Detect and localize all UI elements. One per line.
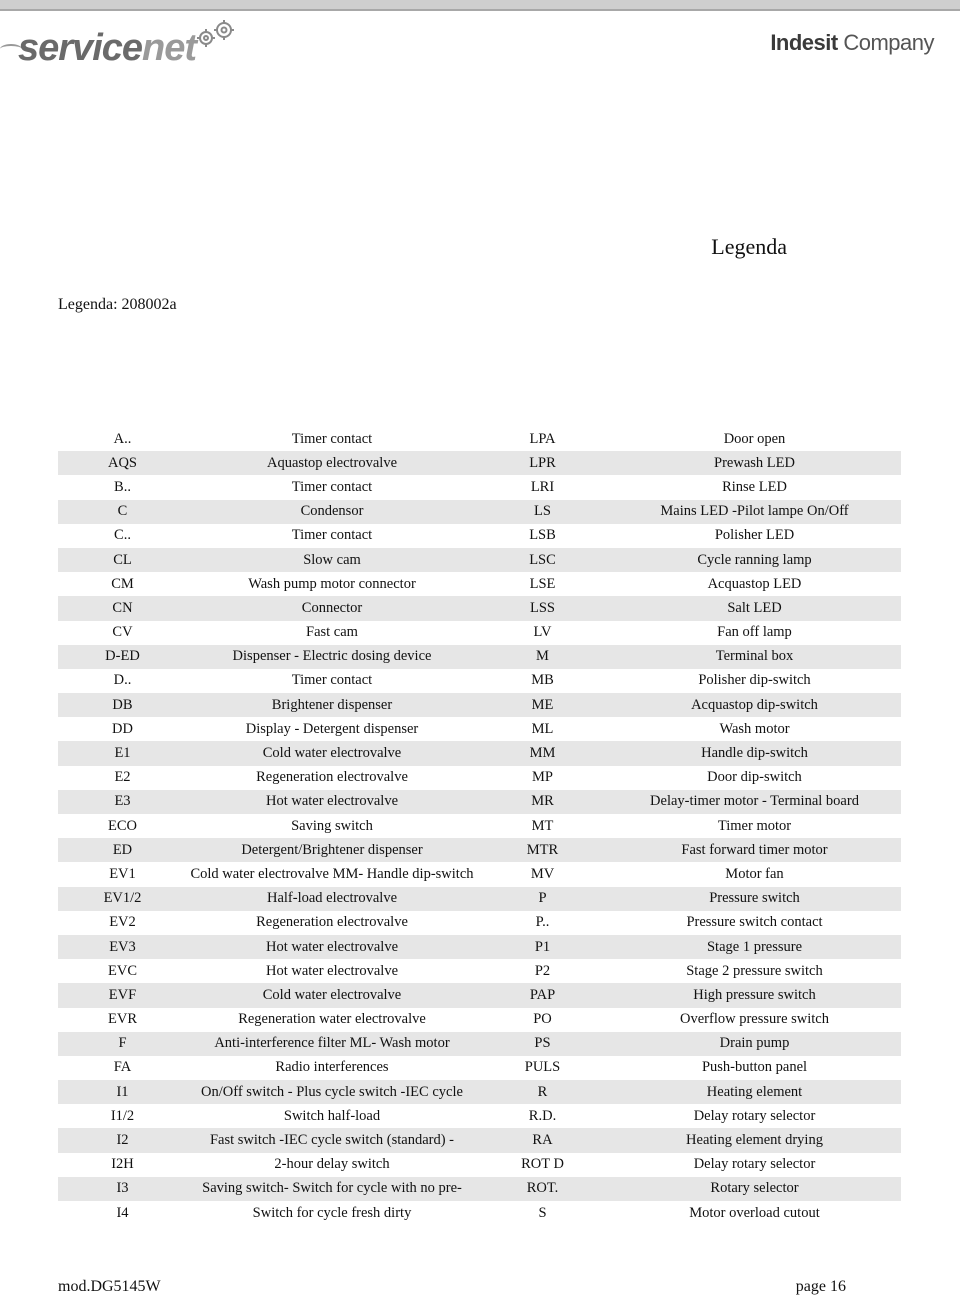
legend-description-right: Delay rotary selector	[693, 1107, 816, 1124]
legend-description-left: Slow cam	[187, 548, 477, 572]
legend-description-right: Door open	[723, 430, 786, 447]
legend-code-left: I2	[58, 1128, 187, 1152]
legend-code-right: P..	[535, 914, 550, 931]
legend-code-right: PULS	[524, 1059, 561, 1076]
legend-code-left: ECO	[108, 817, 137, 834]
table-row	[58, 1177, 901, 1201]
footer-page-number: page 16	[795, 1278, 846, 1295]
legend-description-right: Terminal box	[608, 645, 901, 669]
legend-code-left: DB	[58, 693, 187, 717]
legend-description-left: Wash pump motor connector	[248, 575, 416, 592]
table-row	[58, 1153, 901, 1177]
legend-description-left: Fast cam	[306, 624, 358, 641]
legend-description-left: Brightener dispenser	[187, 693, 477, 717]
legend-description-right: Rinse LED	[722, 478, 787, 495]
legend-description-right: Polisher dip-switch	[698, 672, 811, 689]
legend-description-left: Cold water electrovalve MM- Handle dip-switch	[190, 865, 474, 882]
table-row	[58, 814, 901, 838]
legend-code-right: MTR	[477, 838, 608, 862]
legend-code-right: P1	[477, 935, 608, 959]
legend-code-left: I1/2	[110, 1107, 135, 1124]
table-row	[58, 475, 901, 499]
legend-code-right: ROT.	[477, 1177, 608, 1201]
legend-description-left: Hot water electrovalve	[187, 935, 477, 959]
legend-code-left: I2H	[111, 1156, 134, 1173]
legend-description-left: Timer contact	[291, 527, 373, 544]
legend-code-left: ED	[58, 838, 187, 862]
legend-code-left: CV	[112, 624, 133, 641]
legend-description-right: Pressure switch	[608, 887, 901, 911]
legend-description-right: Mains LED -Pilot lampe On/Off	[608, 500, 901, 524]
logo-word-net: net	[142, 27, 197, 69]
legend-code-right: LPA	[529, 430, 556, 447]
table-row	[58, 1104, 901, 1128]
legend-description-right: Cycle ranning lamp	[608, 548, 901, 572]
legend-description-left: Regeneration electrovalve	[256, 769, 408, 786]
footer-model: mod.DG5145W	[58, 1278, 161, 1295]
legend-table	[58, 427, 901, 1225]
legend-description-right: Pressure switch contact	[686, 914, 823, 931]
table-row	[58, 645, 901, 669]
legend-description-left: Saving switch- Switch for cycle with no pre-	[187, 1177, 477, 1201]
legend-code-left: EVR	[108, 1011, 137, 1028]
legend-description-right: High pressure switch	[608, 983, 901, 1007]
legend-description-left: Radio interferences	[275, 1059, 389, 1076]
table-row	[58, 572, 901, 596]
table-row	[58, 766, 901, 790]
legend-code-right: MR	[477, 790, 608, 814]
legend-description-right: Wash motor	[719, 720, 790, 737]
legend-description-right: Acquastop dip-switch	[608, 693, 901, 717]
table-row	[58, 1080, 901, 1104]
legend-code-left: A..	[113, 430, 132, 447]
legend-description-left: Connector	[187, 596, 477, 620]
legend-description-left: Hot water electrovalve	[265, 962, 399, 979]
legend-code-right: PS	[477, 1032, 608, 1056]
legend-code-left: EV1/2	[58, 887, 187, 911]
legend-code-left: I4	[116, 1204, 129, 1221]
table-row	[58, 717, 901, 741]
legend-code-left: I1	[58, 1080, 187, 1104]
legend-description-right: Door dip-switch	[707, 769, 802, 786]
legend-code-right: MP	[532, 769, 553, 786]
table-row	[58, 500, 901, 524]
table-row	[58, 741, 901, 765]
legend-description-left: On/Off switch - Plus cycle switch -IEC cycle	[187, 1080, 477, 1104]
legend-description-left: Hot water electrovalve	[187, 790, 477, 814]
legend-subtitle: Legenda: 208002a	[58, 296, 177, 313]
legend-description-left: Aquastop electrovalve	[187, 451, 477, 475]
legend-description-left: Half-load electrovalve	[187, 887, 477, 911]
legend-code-left: E3	[58, 790, 187, 814]
legend-description-left: Regeneration water electrovalve	[238, 1011, 426, 1028]
legend-code-left: I3	[58, 1177, 187, 1201]
legend-code-right: M	[477, 645, 608, 669]
table-row	[58, 887, 901, 911]
legend-description-right: Handle dip-switch	[608, 741, 901, 765]
legend-description-right: Polisher LED	[714, 527, 795, 544]
legend-code-right: LS	[477, 500, 608, 524]
table-row	[58, 427, 901, 451]
legend-description-left: Saving switch	[291, 817, 373, 834]
table-row	[58, 1056, 901, 1080]
legend-code-left: D..	[113, 672, 132, 689]
legend-description-right: Heating element drying	[608, 1128, 901, 1152]
legend-code-right: PAP	[477, 983, 608, 1007]
legend-description-left: Timer contact	[291, 672, 373, 689]
legend-code-right: ML	[531, 720, 554, 737]
table-row	[58, 548, 901, 572]
legend-description-left: Detergent/Brightener dispenser	[187, 838, 477, 862]
legend-code-left: CL	[58, 548, 187, 572]
legend-code-left: C	[58, 500, 187, 524]
table-row	[58, 1032, 901, 1056]
legend-code-right: P2	[534, 962, 551, 979]
legend-code-right: LV	[533, 624, 552, 641]
legend-description-left: Timer contact	[291, 430, 373, 447]
legend-description-left: Dispenser - Electric dosing device	[187, 645, 477, 669]
legend-description-right: Delay-timer motor - Terminal board	[608, 790, 901, 814]
table-row	[58, 524, 901, 548]
legend-description-right: Timer motor	[717, 817, 792, 834]
legend-code-left: C..	[114, 527, 131, 544]
legend-description-left: Switch half-load	[283, 1107, 381, 1124]
legend-code-right: ME	[477, 693, 608, 717]
legend-code-right: MM	[477, 741, 608, 765]
legend-description-left: Condensor	[187, 500, 477, 524]
legend-description-right: Salt LED	[608, 596, 901, 620]
legend-description-right: Stage 1 pressure	[608, 935, 901, 959]
legend-code-right: RA	[477, 1128, 608, 1152]
indesit-company-logo	[770, 30, 934, 56]
legend-description-left: Timer contact	[291, 478, 373, 495]
legend-description-left: Cold water electrovalve	[187, 983, 477, 1007]
legend-description-right: Fast forward timer motor	[608, 838, 901, 862]
legend-description-right: Heating element	[608, 1080, 901, 1104]
table-row	[58, 693, 901, 717]
legend-description-left: Cold water electrovalve	[187, 741, 477, 765]
legend-code-right: LRI	[530, 478, 555, 495]
legend-description-right: Delay rotary selector	[693, 1156, 816, 1173]
legend-description-right: Acquastop LED	[707, 575, 802, 592]
legend-description-right: Motor overload cutout	[689, 1204, 820, 1221]
legend-table-body	[58, 427, 901, 1225]
table-row	[58, 790, 901, 814]
legend-code-left: AQS	[58, 451, 187, 475]
table-row	[58, 451, 901, 475]
legend-code-left: CN	[58, 596, 187, 620]
legend-code-left: CM	[111, 575, 134, 592]
legend-code-right: MV	[530, 865, 555, 882]
table-row	[58, 959, 901, 983]
table-row	[58, 911, 901, 935]
legend-code-right: LSS	[477, 596, 608, 620]
legend-description-right: Motor fan	[725, 865, 784, 882]
gears-icon	[194, 18, 238, 52]
legend-code-right: R.D.	[528, 1107, 557, 1124]
legend-code-left: EV2	[109, 914, 136, 931]
legend-description-right: Rotary selector	[608, 1177, 901, 1201]
table-row	[58, 669, 901, 693]
logo-word-service: service	[18, 27, 143, 69]
logo-brand-indesit: Indesit	[770, 30, 838, 55]
logo-wordmark	[18, 26, 196, 70]
logo-brand-company: Company	[837, 30, 934, 55]
table-row	[58, 838, 901, 862]
legend-code-left: EV1	[109, 865, 136, 882]
legend-description-right: Push-button panel	[701, 1059, 808, 1076]
legend-code-right: MB	[531, 672, 554, 689]
top-bar-line	[0, 9, 960, 11]
legend-description-right: Stage 2 pressure switch	[686, 962, 823, 979]
legend-code-left: EVC	[108, 962, 137, 979]
top-bar	[0, 0, 960, 9]
legend-code-right: P	[477, 887, 608, 911]
legend-description-left: Fast switch -IEC cycle switch (standard) -	[187, 1128, 477, 1152]
legend-description-left: Display - Detergent dispenser	[245, 720, 419, 737]
legend-code-left: B..	[114, 478, 131, 495]
legend-code-right: PO	[533, 1011, 552, 1028]
page-title: Legenda	[711, 234, 787, 259]
table-row	[58, 621, 901, 645]
legend-code-left: EVF	[58, 983, 187, 1007]
legend-description-right: Prewash LED	[608, 451, 901, 475]
legend-code-left: EV3	[58, 935, 187, 959]
legend-code-left: E1	[58, 741, 187, 765]
legend-description-left: Anti-interference filter ML- Wash motor	[187, 1032, 477, 1056]
table-row	[58, 862, 901, 886]
legend-code-right: LPR	[477, 451, 608, 475]
table-row	[58, 983, 901, 1007]
table-row	[58, 1128, 901, 1152]
legend-description-right: Overflow pressure switch	[680, 1011, 829, 1028]
legend-code-left: E2	[114, 769, 131, 786]
servicenet-logo	[0, 18, 250, 70]
legend-code-left: D-ED	[58, 645, 187, 669]
legend-code-left: F	[58, 1032, 187, 1056]
legend-description-left: Regeneration electrovalve	[256, 914, 408, 931]
legend-description-right: Drain pump	[608, 1032, 901, 1056]
legend-code-left: DD	[112, 720, 133, 737]
legend-description-left: 2-hour delay switch	[274, 1156, 390, 1173]
legend-description-left: Switch for cycle fresh dirty	[252, 1204, 412, 1221]
legend-code-right: R	[477, 1080, 608, 1104]
table-row	[58, 935, 901, 959]
legend-code-right: MT	[531, 817, 554, 834]
legend-code-right: S	[538, 1204, 547, 1221]
legend-code-left: FA	[113, 1059, 132, 1076]
table-row	[58, 596, 901, 620]
legend-code-right: LSE	[529, 575, 556, 592]
legend-code-right: LSB	[529, 527, 556, 544]
table-row	[58, 1201, 901, 1225]
legend-description-right: Fan off lamp	[717, 624, 792, 641]
table-row	[58, 1008, 901, 1032]
legend-code-right: ROT D	[521, 1156, 564, 1173]
legend-code-right: LSC	[477, 548, 608, 572]
